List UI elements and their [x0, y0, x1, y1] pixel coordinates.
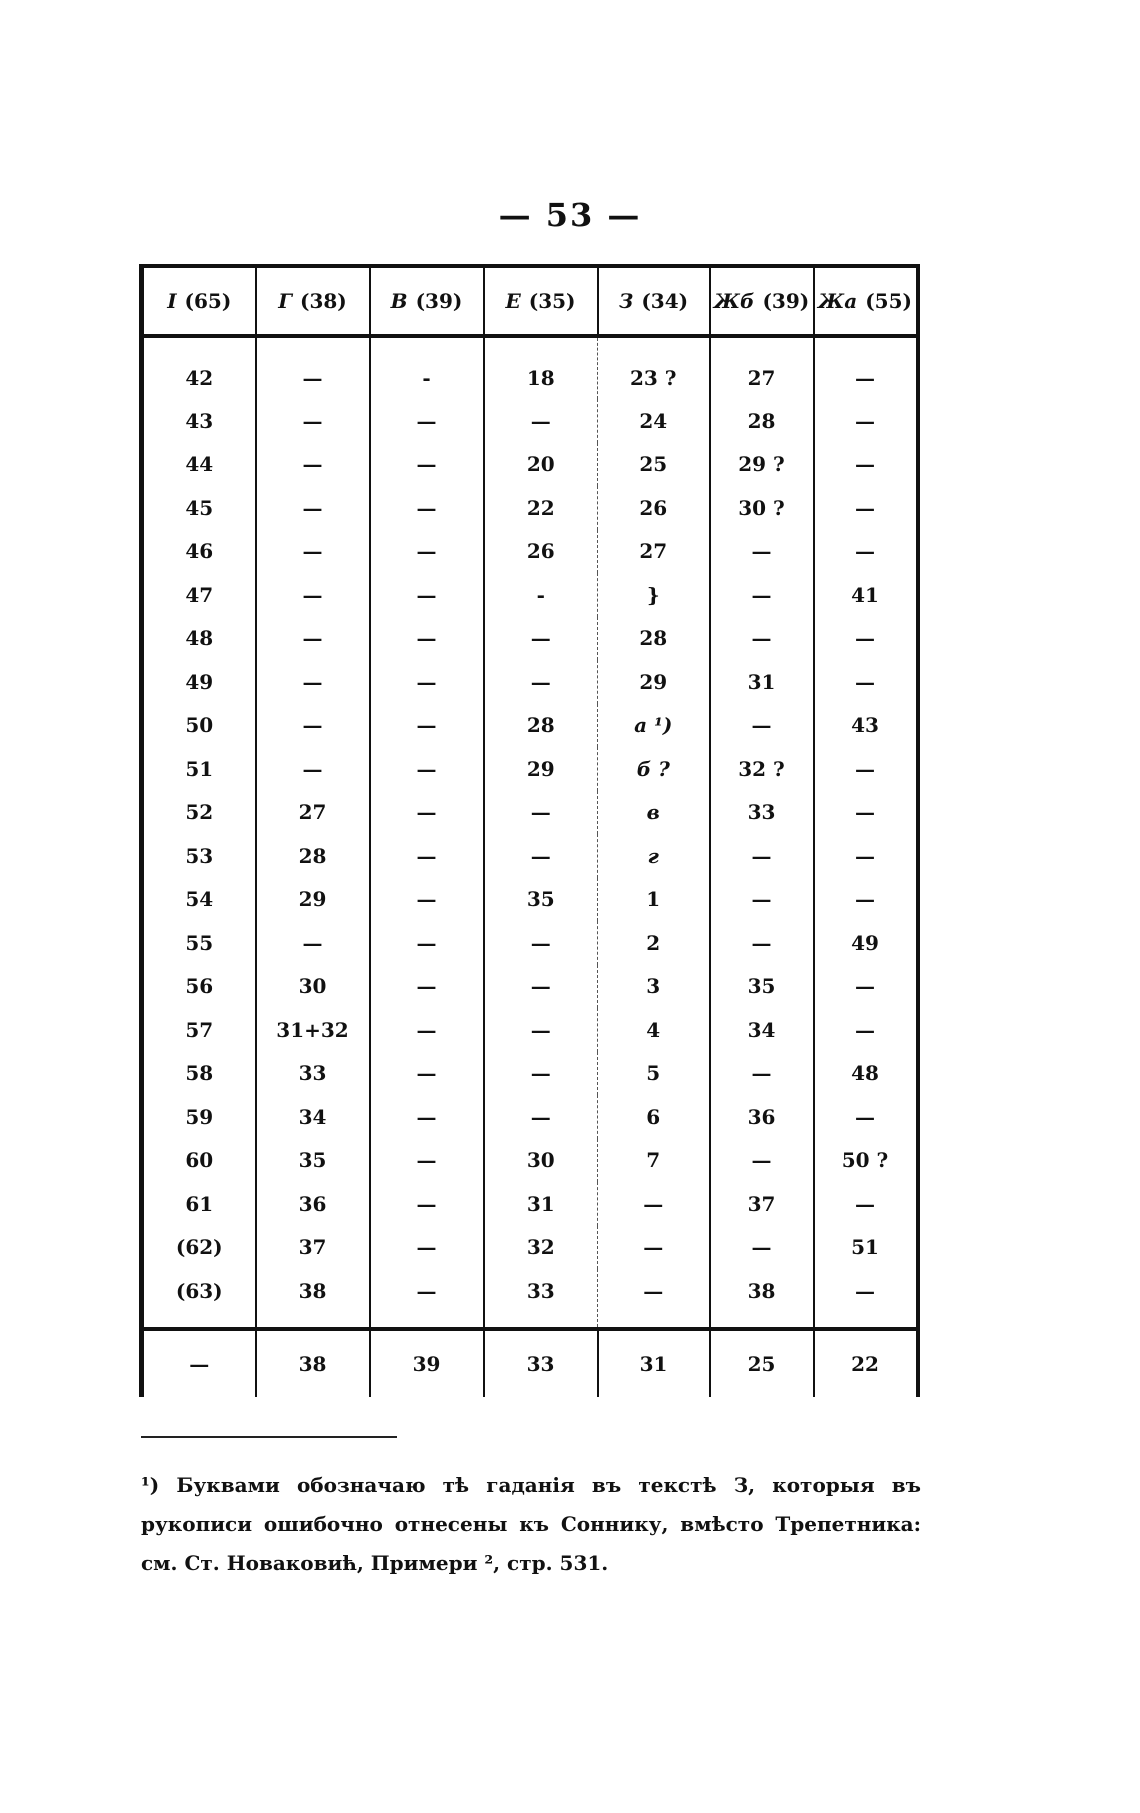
table-cell: —: [370, 1095, 484, 1139]
footnote-rule: [141, 1436, 397, 1438]
table-cell: —: [814, 336, 918, 399]
table-cell: —: [484, 399, 598, 443]
total-cell: 22: [814, 1329, 918, 1397]
table-row: [142, 834, 918, 878]
table-cell: —: [256, 573, 370, 617]
table-cell: 57: [142, 1008, 256, 1052]
table-cell: 54: [142, 878, 256, 922]
table-cell: 23 ?: [598, 336, 710, 399]
table-row: [142, 1052, 918, 1096]
concordance-table-wrap: [139, 264, 915, 1394]
table-cell: 20: [484, 443, 598, 487]
table-cell: 32: [484, 1226, 598, 1270]
table-cell: —: [814, 747, 918, 791]
column-header-letter: В: [390, 289, 408, 313]
table-cell: —: [710, 1139, 814, 1183]
concordance-table: [139, 264, 920, 1397]
table-row: [142, 1008, 918, 1052]
column-header-count: (65): [184, 289, 232, 313]
table-cell: 36: [256, 1182, 370, 1226]
table-cell: —: [484, 965, 598, 1009]
table-row: [142, 1226, 918, 1270]
table-cell: 3: [598, 965, 710, 1009]
table-cell: —: [370, 530, 484, 574]
table-cell: 29: [484, 747, 598, 791]
table-cell: а ¹): [598, 704, 710, 748]
total-cell: 39: [370, 1329, 484, 1397]
table-cell: 52: [142, 791, 256, 835]
table-cell: —: [598, 1226, 710, 1270]
table-cell: —: [256, 399, 370, 443]
column-header: [256, 266, 370, 336]
table-cell: —: [256, 921, 370, 965]
table-cell: 41: [814, 573, 918, 617]
table-cell: 36: [710, 1095, 814, 1139]
table-cell: —: [710, 530, 814, 574]
total-cell: 38: [256, 1329, 370, 1397]
table-cell: —: [710, 1226, 814, 1270]
table-cell: —: [370, 1139, 484, 1183]
table-cell: —: [484, 834, 598, 878]
table-cell: 30: [256, 965, 370, 1009]
table-cell: —: [814, 965, 918, 1009]
table-cell: —: [484, 791, 598, 835]
table-cell: 51: [142, 747, 256, 791]
table-cell: —: [370, 399, 484, 443]
table-cell: 59: [142, 1095, 256, 1139]
table-row: [142, 617, 918, 661]
column-header-letter: I: [167, 289, 177, 313]
table-cell: —: [814, 878, 918, 922]
table-cell: 53: [142, 834, 256, 878]
table-cell: —: [814, 486, 918, 530]
table-cell: 34: [256, 1095, 370, 1139]
table-cell: —: [710, 573, 814, 617]
table-cell: —: [370, 1269, 484, 1329]
table-cell: —: [370, 747, 484, 791]
table-cell: —: [484, 617, 598, 661]
table-cell: —: [370, 1182, 484, 1226]
table-cell: 48: [142, 617, 256, 661]
table-cell: 28: [256, 834, 370, 878]
table-cell: -: [484, 573, 598, 617]
table-row: [142, 399, 918, 443]
totals-row: [142, 1329, 918, 1397]
table-cell: 37: [710, 1182, 814, 1226]
column-header-count: (55): [865, 289, 912, 313]
table-cell: —: [814, 1182, 918, 1226]
table-cell: в: [598, 791, 710, 835]
table-row: [142, 336, 918, 399]
table-cell: 28: [484, 704, 598, 748]
column-header-letter: Г: [278, 289, 293, 313]
table-cell: —: [710, 1052, 814, 1096]
table-cell: (63): [142, 1269, 256, 1329]
table-cell: 28: [710, 399, 814, 443]
table-cell: —: [370, 1008, 484, 1052]
table-cell: 35: [256, 1139, 370, 1183]
table-cell: 25: [598, 443, 710, 487]
table-row: [142, 965, 918, 1009]
table-row: [142, 791, 918, 835]
table-cell: —: [370, 878, 484, 922]
table-cell: 1: [598, 878, 710, 922]
table-cell: 43: [814, 704, 918, 748]
table-cell: —: [370, 921, 484, 965]
column-header-letter: З: [618, 289, 634, 313]
table-cell: 31: [710, 660, 814, 704]
table-cell: —: [256, 704, 370, 748]
footnote: ¹) Буквами обозначаю тѣ гаданія въ текстѣ З, которыя въ рукописи ошибочно отнесены къ Соннику, вмѣсто Трепетника: см. Ст. Новаковић, Примери ², стр. 531.: [141, 1473, 921, 1575]
table-cell: —: [370, 443, 484, 487]
table-cell: —: [370, 573, 484, 617]
table-cell: 31+32: [256, 1008, 370, 1052]
table-cell: —: [256, 336, 370, 399]
column-header-count: (38): [300, 289, 347, 313]
table-cell: 29: [598, 660, 710, 704]
table-cell: —: [814, 617, 918, 661]
column-header: [484, 266, 598, 336]
table-cell: 35: [710, 965, 814, 1009]
table-row: [142, 704, 918, 748]
table-cell: 46: [142, 530, 256, 574]
table-cell: 6: [598, 1095, 710, 1139]
table-cell: —: [814, 443, 918, 487]
column-header: [710, 266, 814, 336]
table-cell: —: [256, 486, 370, 530]
column-header-letter: Е: [505, 289, 521, 313]
table-cell: —: [256, 660, 370, 704]
table-cell: 58: [142, 1052, 256, 1096]
table-cell: -: [370, 336, 484, 399]
table-cell: 27: [598, 530, 710, 574]
table-cell: 48: [814, 1052, 918, 1096]
table-cell: —: [370, 1226, 484, 1270]
table-cell: —: [710, 617, 814, 661]
table-row: [142, 878, 918, 922]
table-cell: 18: [484, 336, 598, 399]
table-cell: 50: [142, 704, 256, 748]
table-cell: —: [484, 1095, 598, 1139]
table-cell: —: [710, 704, 814, 748]
total-cell: 33: [484, 1329, 598, 1397]
table-cell: 49: [814, 921, 918, 965]
table-cell: б ?: [598, 747, 710, 791]
table-cell: 26: [598, 486, 710, 530]
table-cell: 44: [142, 443, 256, 487]
table-cell: 32 ?: [710, 747, 814, 791]
table-cell: —: [484, 1008, 598, 1052]
table-cell: 34: [710, 1008, 814, 1052]
table-cell: —: [256, 443, 370, 487]
table-cell: —: [370, 660, 484, 704]
table-cell: 35: [484, 878, 598, 922]
table-cell: 27: [710, 336, 814, 399]
table-cell: 60: [142, 1139, 256, 1183]
table-cell: —: [598, 1269, 710, 1329]
table-cell: —: [370, 834, 484, 878]
table-cell: 42: [142, 336, 256, 399]
column-header: [814, 266, 918, 336]
table-row: [142, 660, 918, 704]
table-row: [142, 530, 918, 574]
table-cell: 29: [256, 878, 370, 922]
table-cell: 50 ?: [814, 1139, 918, 1183]
table-row: [142, 486, 918, 530]
table-row: [142, 1182, 918, 1226]
table-cell: 33: [710, 791, 814, 835]
table-cell: —: [370, 704, 484, 748]
table-cell: 47: [142, 573, 256, 617]
table-cell: 49: [142, 660, 256, 704]
table-row: [142, 1269, 918, 1329]
table-cell: 26: [484, 530, 598, 574]
table-cell: 4: [598, 1008, 710, 1052]
table-cell: 43: [142, 399, 256, 443]
header-row: [142, 266, 918, 336]
column-header: [370, 266, 484, 336]
table-cell: —: [814, 660, 918, 704]
table-cell: 61: [142, 1182, 256, 1226]
table-cell: —: [814, 530, 918, 574]
column-header-letter: Жа: [818, 289, 858, 313]
table-cell: 33: [256, 1052, 370, 1096]
table-cell: 55: [142, 921, 256, 965]
table-cell: 22: [484, 486, 598, 530]
column-header-count: (39): [762, 289, 810, 313]
table-cell: —: [484, 921, 598, 965]
table-body: [142, 336, 918, 1329]
total-cell: 25: [710, 1329, 814, 1397]
column-header-count: (34): [641, 289, 689, 313]
table-cell: г: [598, 834, 710, 878]
table-row: [142, 443, 918, 487]
table-cell: —: [814, 834, 918, 878]
table-cell: (62): [142, 1226, 256, 1270]
column-header-letter: Жб: [713, 289, 755, 313]
table-cell: —: [370, 617, 484, 661]
table-cell: }: [598, 573, 710, 617]
table-row: [142, 1095, 918, 1139]
table-cell: 38: [710, 1269, 814, 1329]
table-cell: 33: [484, 1269, 598, 1329]
page-number: — 53 —: [498, 196, 642, 234]
column-header-count: (39): [415, 289, 463, 313]
total-cell: —: [142, 1329, 256, 1397]
table-cell: —: [256, 617, 370, 661]
table-row: [142, 1139, 918, 1183]
table-cell: —: [370, 791, 484, 835]
table-row: [142, 747, 918, 791]
table-cell: —: [814, 1008, 918, 1052]
table-cell: 56: [142, 965, 256, 1009]
table-cell: 29 ?: [710, 443, 814, 487]
table-cell: 51: [814, 1226, 918, 1270]
table-cell: —: [814, 1095, 918, 1139]
table-cell: —: [710, 878, 814, 922]
table-cell: 30 ?: [710, 486, 814, 530]
table-cell: —: [814, 1269, 918, 1329]
table-row: [142, 573, 918, 617]
table-cell: 27: [256, 791, 370, 835]
table-cell: 2: [598, 921, 710, 965]
table-cell: —: [598, 1182, 710, 1226]
table-cell: 38: [256, 1269, 370, 1329]
table-cell: —: [370, 486, 484, 530]
table-cell: 45: [142, 486, 256, 530]
table-cell: —: [370, 1052, 484, 1096]
table-cell: 37: [256, 1226, 370, 1270]
table-cell: —: [710, 834, 814, 878]
table-cell: 28: [598, 617, 710, 661]
column-header: [598, 266, 710, 336]
table-cell: —: [256, 747, 370, 791]
table-cell: —: [710, 921, 814, 965]
table-row: [142, 921, 918, 965]
table-cell: —: [256, 530, 370, 574]
table-cell: 24: [598, 399, 710, 443]
total-cell: 31: [598, 1329, 710, 1397]
table-cell: —: [484, 660, 598, 704]
column-header: [142, 266, 256, 336]
column-header-count: (35): [528, 289, 576, 313]
table-cell: —: [814, 399, 918, 443]
table-cell: —: [814, 791, 918, 835]
table-cell: 31: [484, 1182, 598, 1226]
table-cell: 5: [598, 1052, 710, 1096]
table-cell: —: [370, 965, 484, 1009]
table-cell: 7: [598, 1139, 710, 1183]
table-cell: 30: [484, 1139, 598, 1183]
table-cell: —: [484, 1052, 598, 1096]
